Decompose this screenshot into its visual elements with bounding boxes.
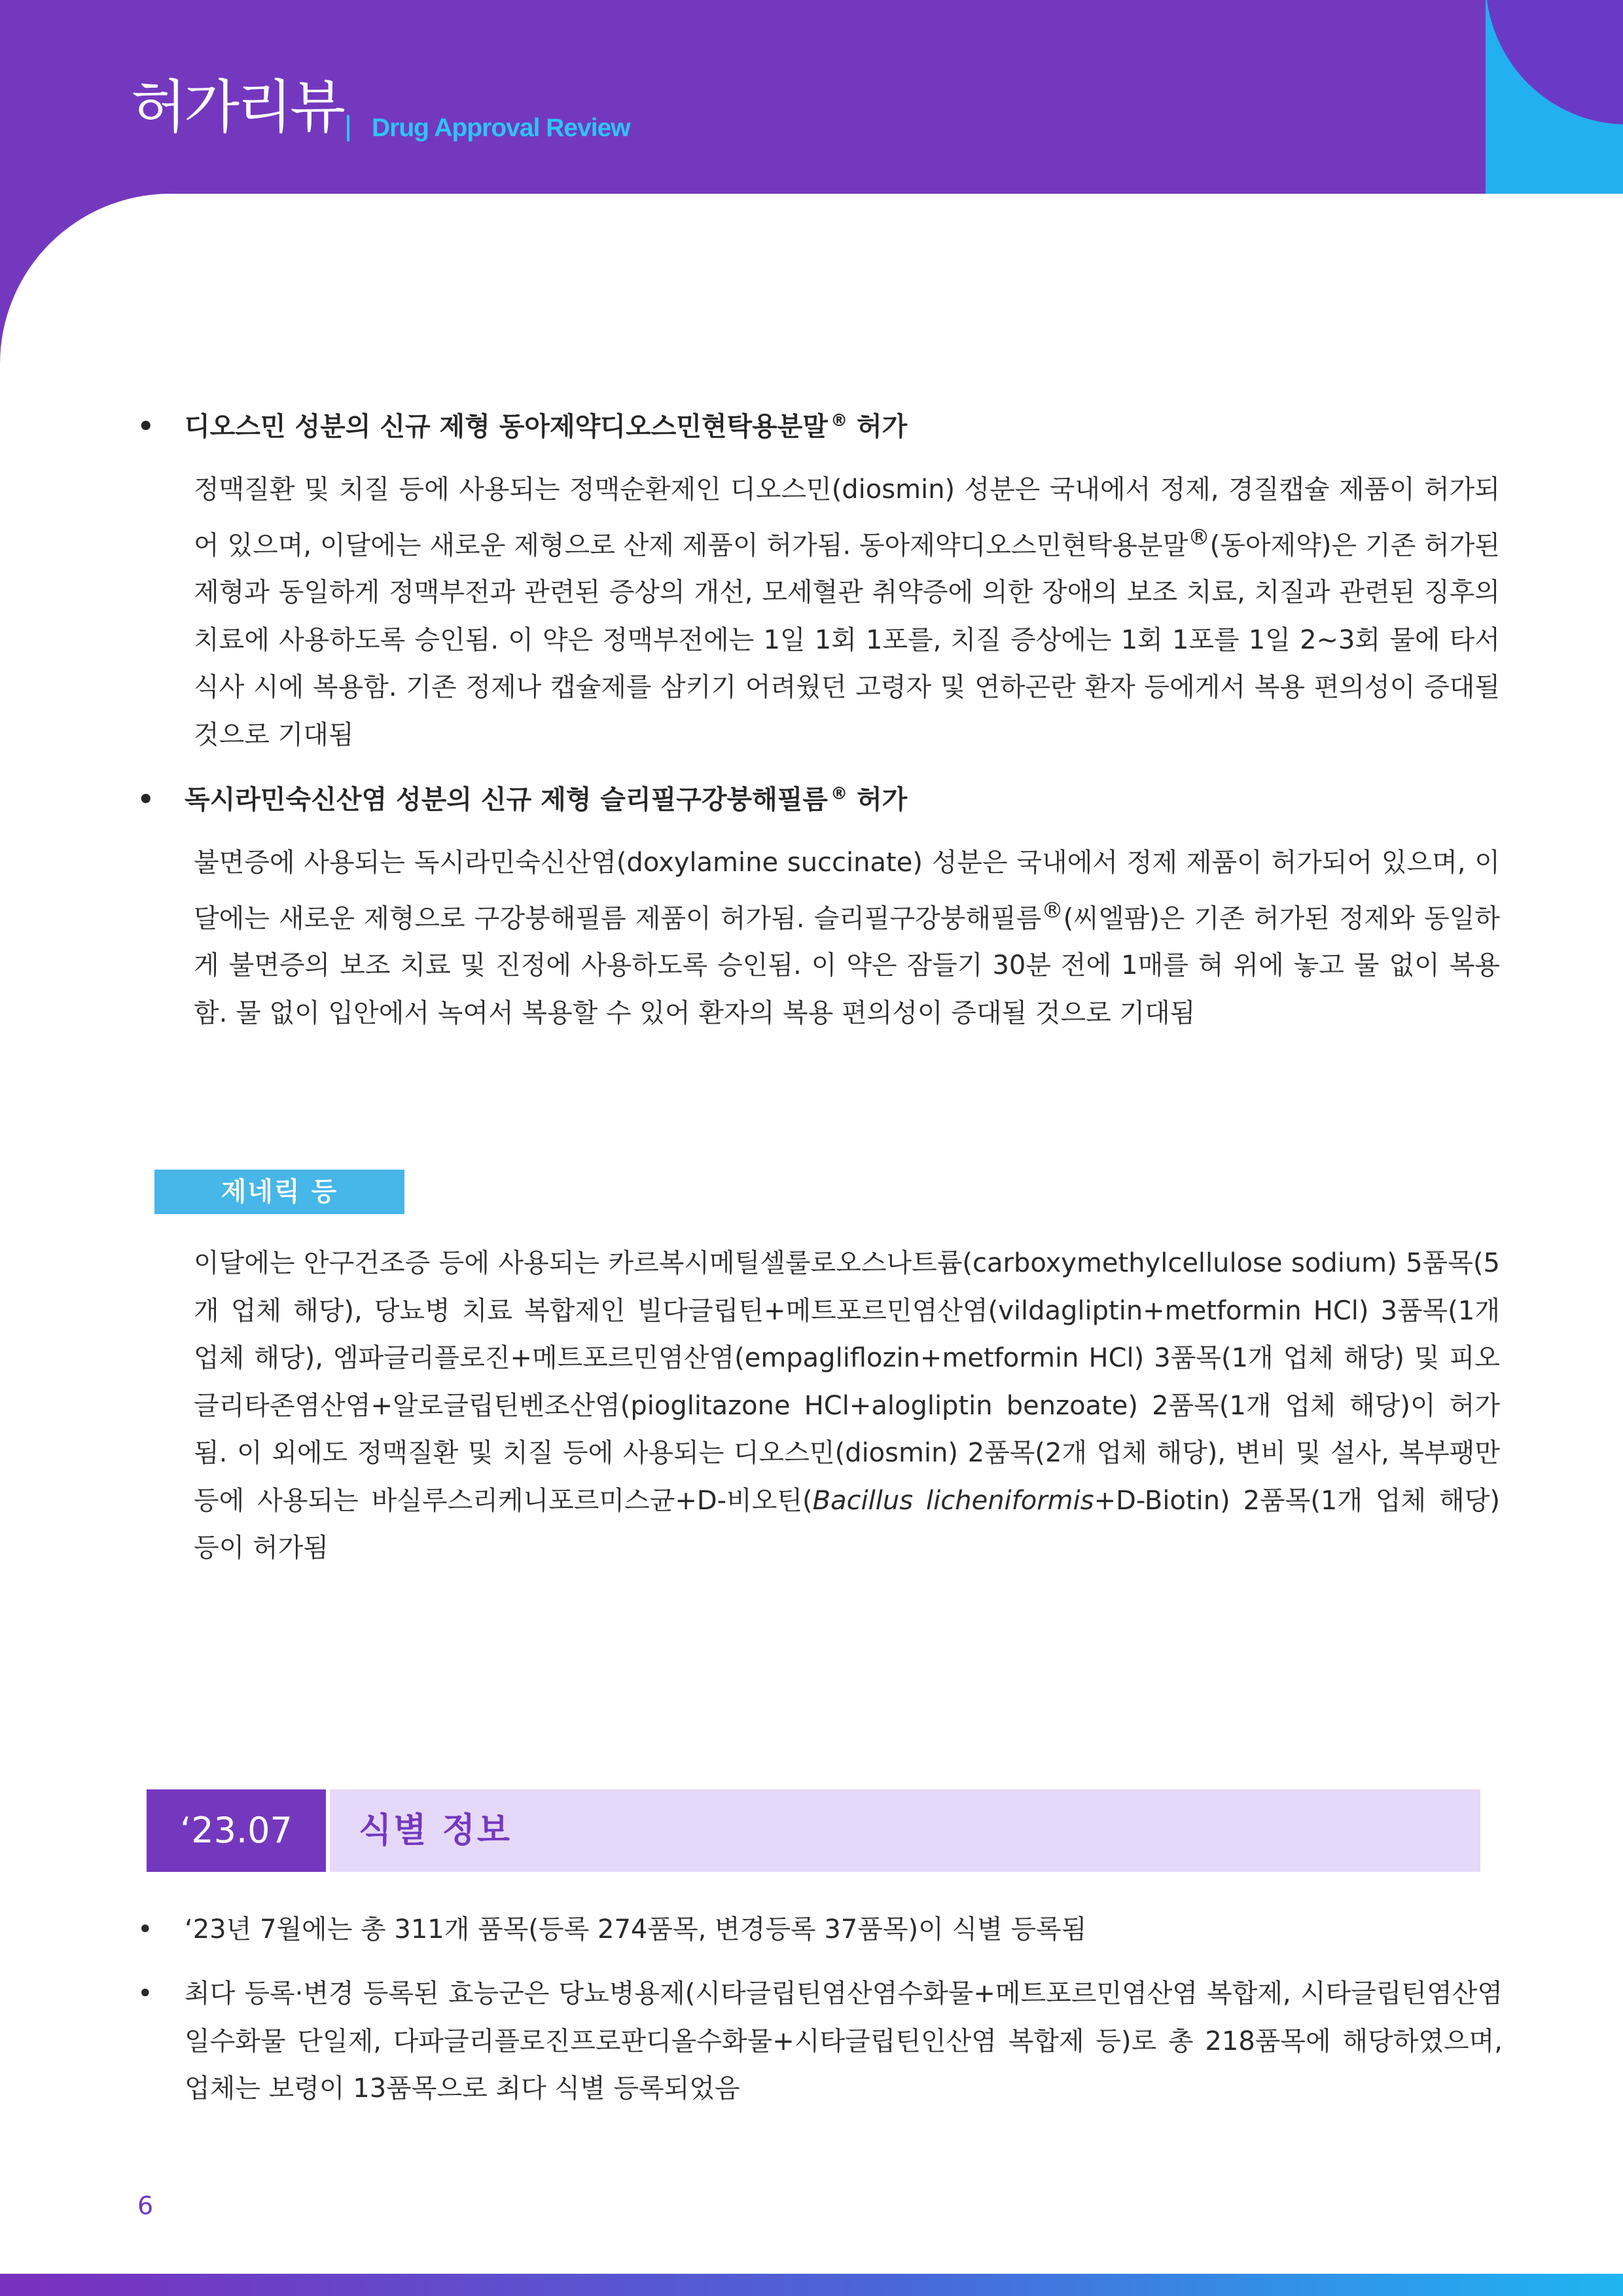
identification-date: ‘23.07 (147, 1789, 326, 1872)
item-heading-diosmin (137, 410, 1361, 444)
identification-bullet-1-text: ‘23년 7월에는 총 311개 품목(등록 274품목, 변경등록 37품목)이 식별 등록됨 (185, 1914, 1087, 1945)
identification-bullet-2-text: 최다 등록·변경 등록된 효능군은 당뇨병용제(시타글립틴염산염수화물+메트포르민염산염 복합제, 시타글립틴염산염일수화물 단일제, 다파글리플로진프로판디올수화물+시타글립틴인산염 복합제 등)로 총 218품목에 해당하였으며, 업체는 보령이 13품목으로 최다 식별 등록되었음 (185, 1979, 1503, 2104)
section-subtitle: Drug Approval Review (372, 114, 630, 142)
identification-bullet-2 (137, 1970, 1503, 2113)
item-heading-text: 디오스민 성분의 신규 제형 동아제약디오스민현탁용분말 (185, 412, 829, 442)
item-body-doxylamine: 불면증에 사용되는 독시라민숙신산염(doxylamine succinate) 성분은 국내에서 정제 제품이 허가되어 있으며, 이달에는 새로운 제형으로 구강붕해필름 제품이 허가됨. 슬리필구강붕해필름®(씨엘팜)은 기존 허가된 정제와 동일하게 불면증의 보조 치료 및 진정에 사용하도록 승인됨. 이 약은 잠들기 30분 전에 1매를 혀 위에 놓고 물 없이 복용함. 물 없이 입안에서 녹여서 복용할 수 있어 환자의 복용 편의성이 증대될 것으로 기대됨 (194, 848, 1501, 1028)
generic-tag: 제네릭 등 (154, 1170, 404, 1214)
identification-bullet-1 (137, 1906, 1503, 1954)
footer-bar (0, 2274, 1623, 2296)
item-body-diosmin: 정맥질환 및 치질 등에 사용되는 정맥순환제인 디오스민(diosmin) 성분은 국내에서 정제, 경질캡슐 제품이 허가되어 있으며, 이달에는 새로운 제형으로 산제 제품이 허가됨. 동아제약디오스민현탁용분말®(동아제약)은 기존 허가된 제형과 동일하게 정맥부전과 관련된 증상의 개선, 모세혈관 취약증에 의한 장애의 보조 치료, 치질과 관련된 징후의 치료에 사용하도록 승인됨. 이 약은 정맥부전에는 1일 1회 1포를, 치질 증상에는 1회 1포를 1일 2~3회 물에 타서 식사 시에 복용함. 기존 정제나 캡슐제를 삼키기 어려웠던 고령자 및 연하곤란 환자 등에게서 복용 편의성이 증대될 것으로 기대됨 (194, 475, 1500, 750)
bullet-icon: • (137, 412, 154, 442)
generic-body: 이달에는 안구건조증 등에 사용되는 카르복시메틸셀룰로오스나트륨(carboxymethylcellulose sodium) 5품목(5개 업체 해당), 당뇨병 치료 복합제인 빌다글립틴+메트포르민염산염(vildagliptin+metformin HCl) 3품목(1개 업체 해당), 엠파글리플로진+메트포르민염산염(empagliflozin+metformin HCl) 3품목(1개 업체 해당) 및 피오글리타존염산염+알로글립틴벤조산염(pioglitazone HCl+alogliptin benzoate) 2품목(1개 업체 해당)이 허가됨. 이 외에도 정맥질환 및 치질 등에 사용되는 디오스민(diosmin) 2품목(2개 업체 해당), 변비 및 설사, 복부팽만 등에 사용되는 바실루스리케니포르미스균+D-비오틴(Bacillus licheniformis+D-Biotin) 2품목(1개 업체 해당) 등이 허가됨 (194, 1248, 1500, 1563)
bullet-icon: • (137, 1914, 153, 1945)
title-divider (347, 115, 349, 141)
page-number: 6 (137, 2191, 154, 2220)
bullet-icon: • (137, 785, 154, 815)
bullet-icon: • (137, 1979, 153, 2009)
section-title: 허가리뷰 (131, 73, 344, 141)
registered-mark: ® (830, 783, 848, 804)
item-heading-text: 독시라민숙신산염 성분의 신규 제형 슬리필구강붕해필름 (185, 785, 829, 815)
item-heading-doxylamine (137, 783, 1361, 817)
item-heading-suffix: 허가 (857, 412, 908, 442)
item-heading-suffix: 허가 (857, 785, 908, 815)
identification-title: 식별 정보 (330, 1789, 1480, 1872)
registered-mark: ® (830, 410, 848, 431)
